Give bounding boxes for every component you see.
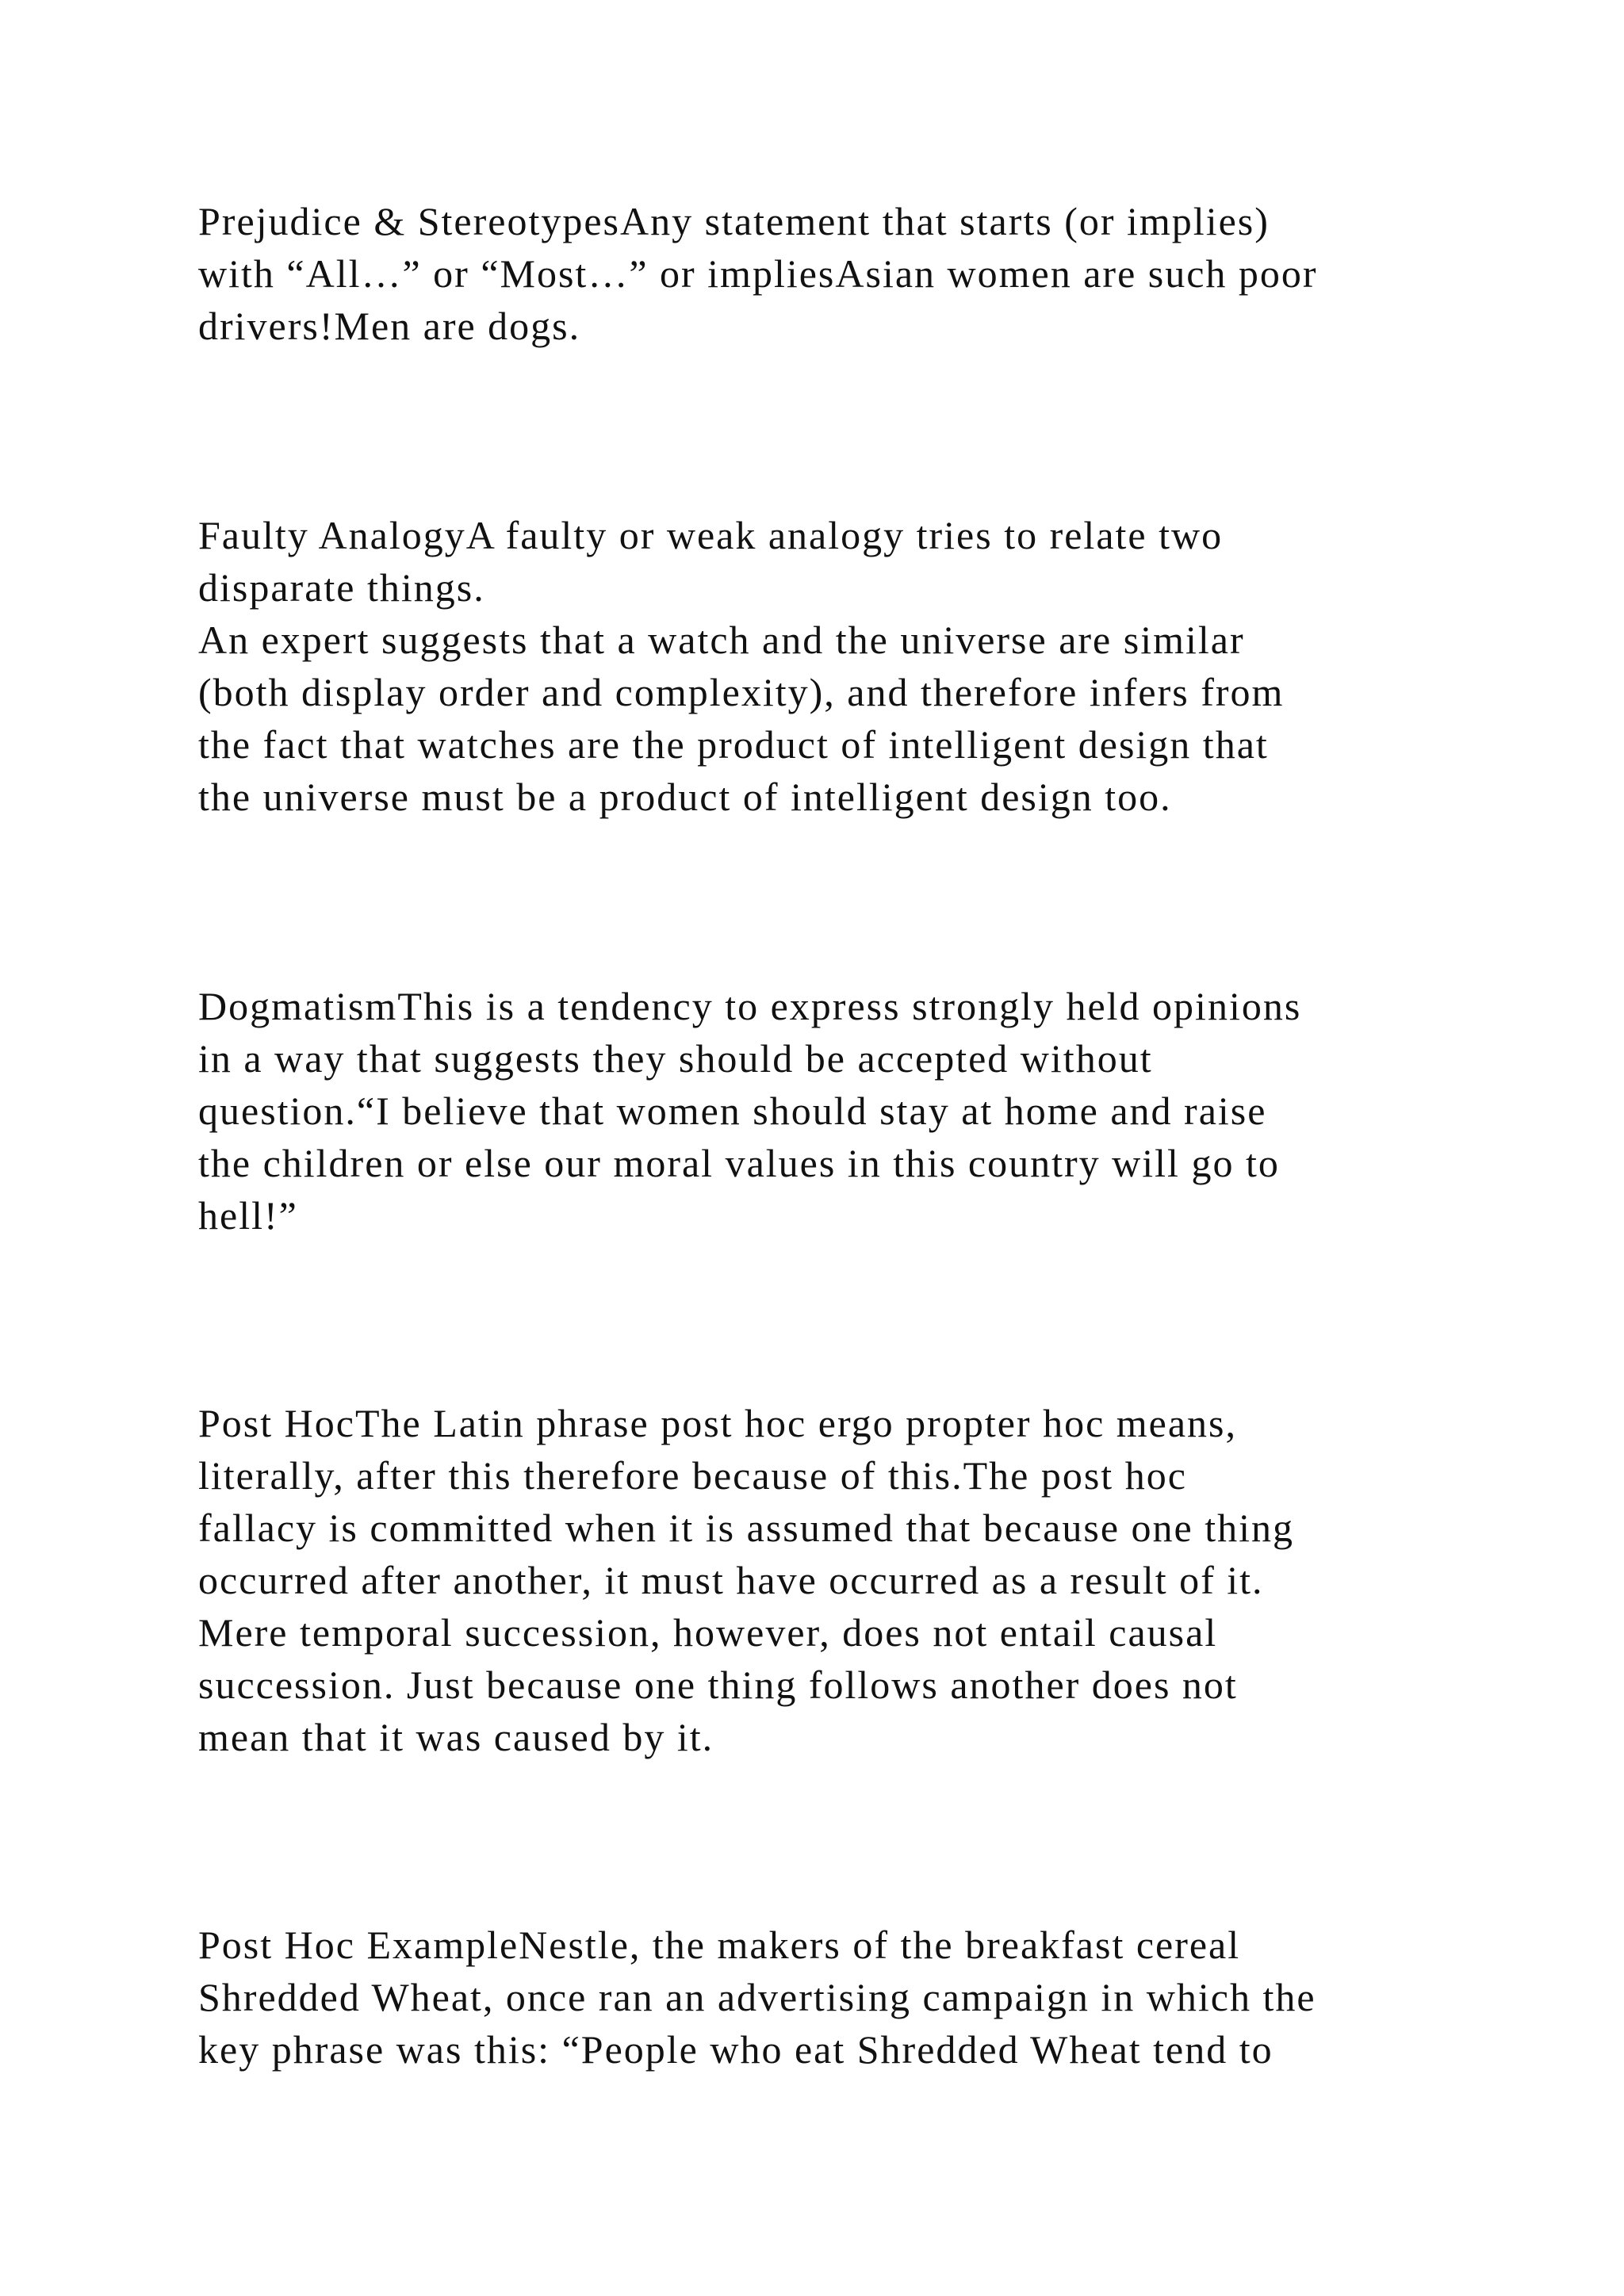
paragraph-prejudice-stereotypes: Prejudice & StereotypesAny statement that starts (or implies) with “All…” or “Most…” or impliesAsian women are such poor drivers!Men are dogs. [198, 199, 1318, 348]
paragraph-post-hoc-example: Post Hoc ExampleNestle, the makers of the breakfast cereal Shredded Wheat, once ran an advertising campaign in which the key phrase was this: “People who eat Shredded Wheat tend to [198, 1923, 1316, 2072]
paragraph-post-hoc: Post HocThe Latin phrase post hoc ergo propter hoc means, literally, after this therefore because of this.The post hoc fallacy is committed when it is assumed that because one thing occurred after another, it must have occurred as a result of it. Mere temporal succession, however, does not entail causal succession. Just because one thing follows another does not mean that it was caused by it. [198, 1401, 1295, 1759]
paragraph-dogmatism: DogmatismThis is a tendency to express strongly held opinions in a way that suggests they should be accepted without question.“I believe that women should stay at home and raise the children or else our moral values in this country will go to hell!” [198, 984, 1302, 1238]
paragraph-faulty-analogy: Faulty AnalogyA faulty or weak analogy tries to relate two disparate things. An expert suggests that a watch and the universe are similar (both display order and complexity), and therefore infers from the fact that watches are the product of intelligent design that the universe must be a product of intelligent design too. [198, 513, 1285, 819]
